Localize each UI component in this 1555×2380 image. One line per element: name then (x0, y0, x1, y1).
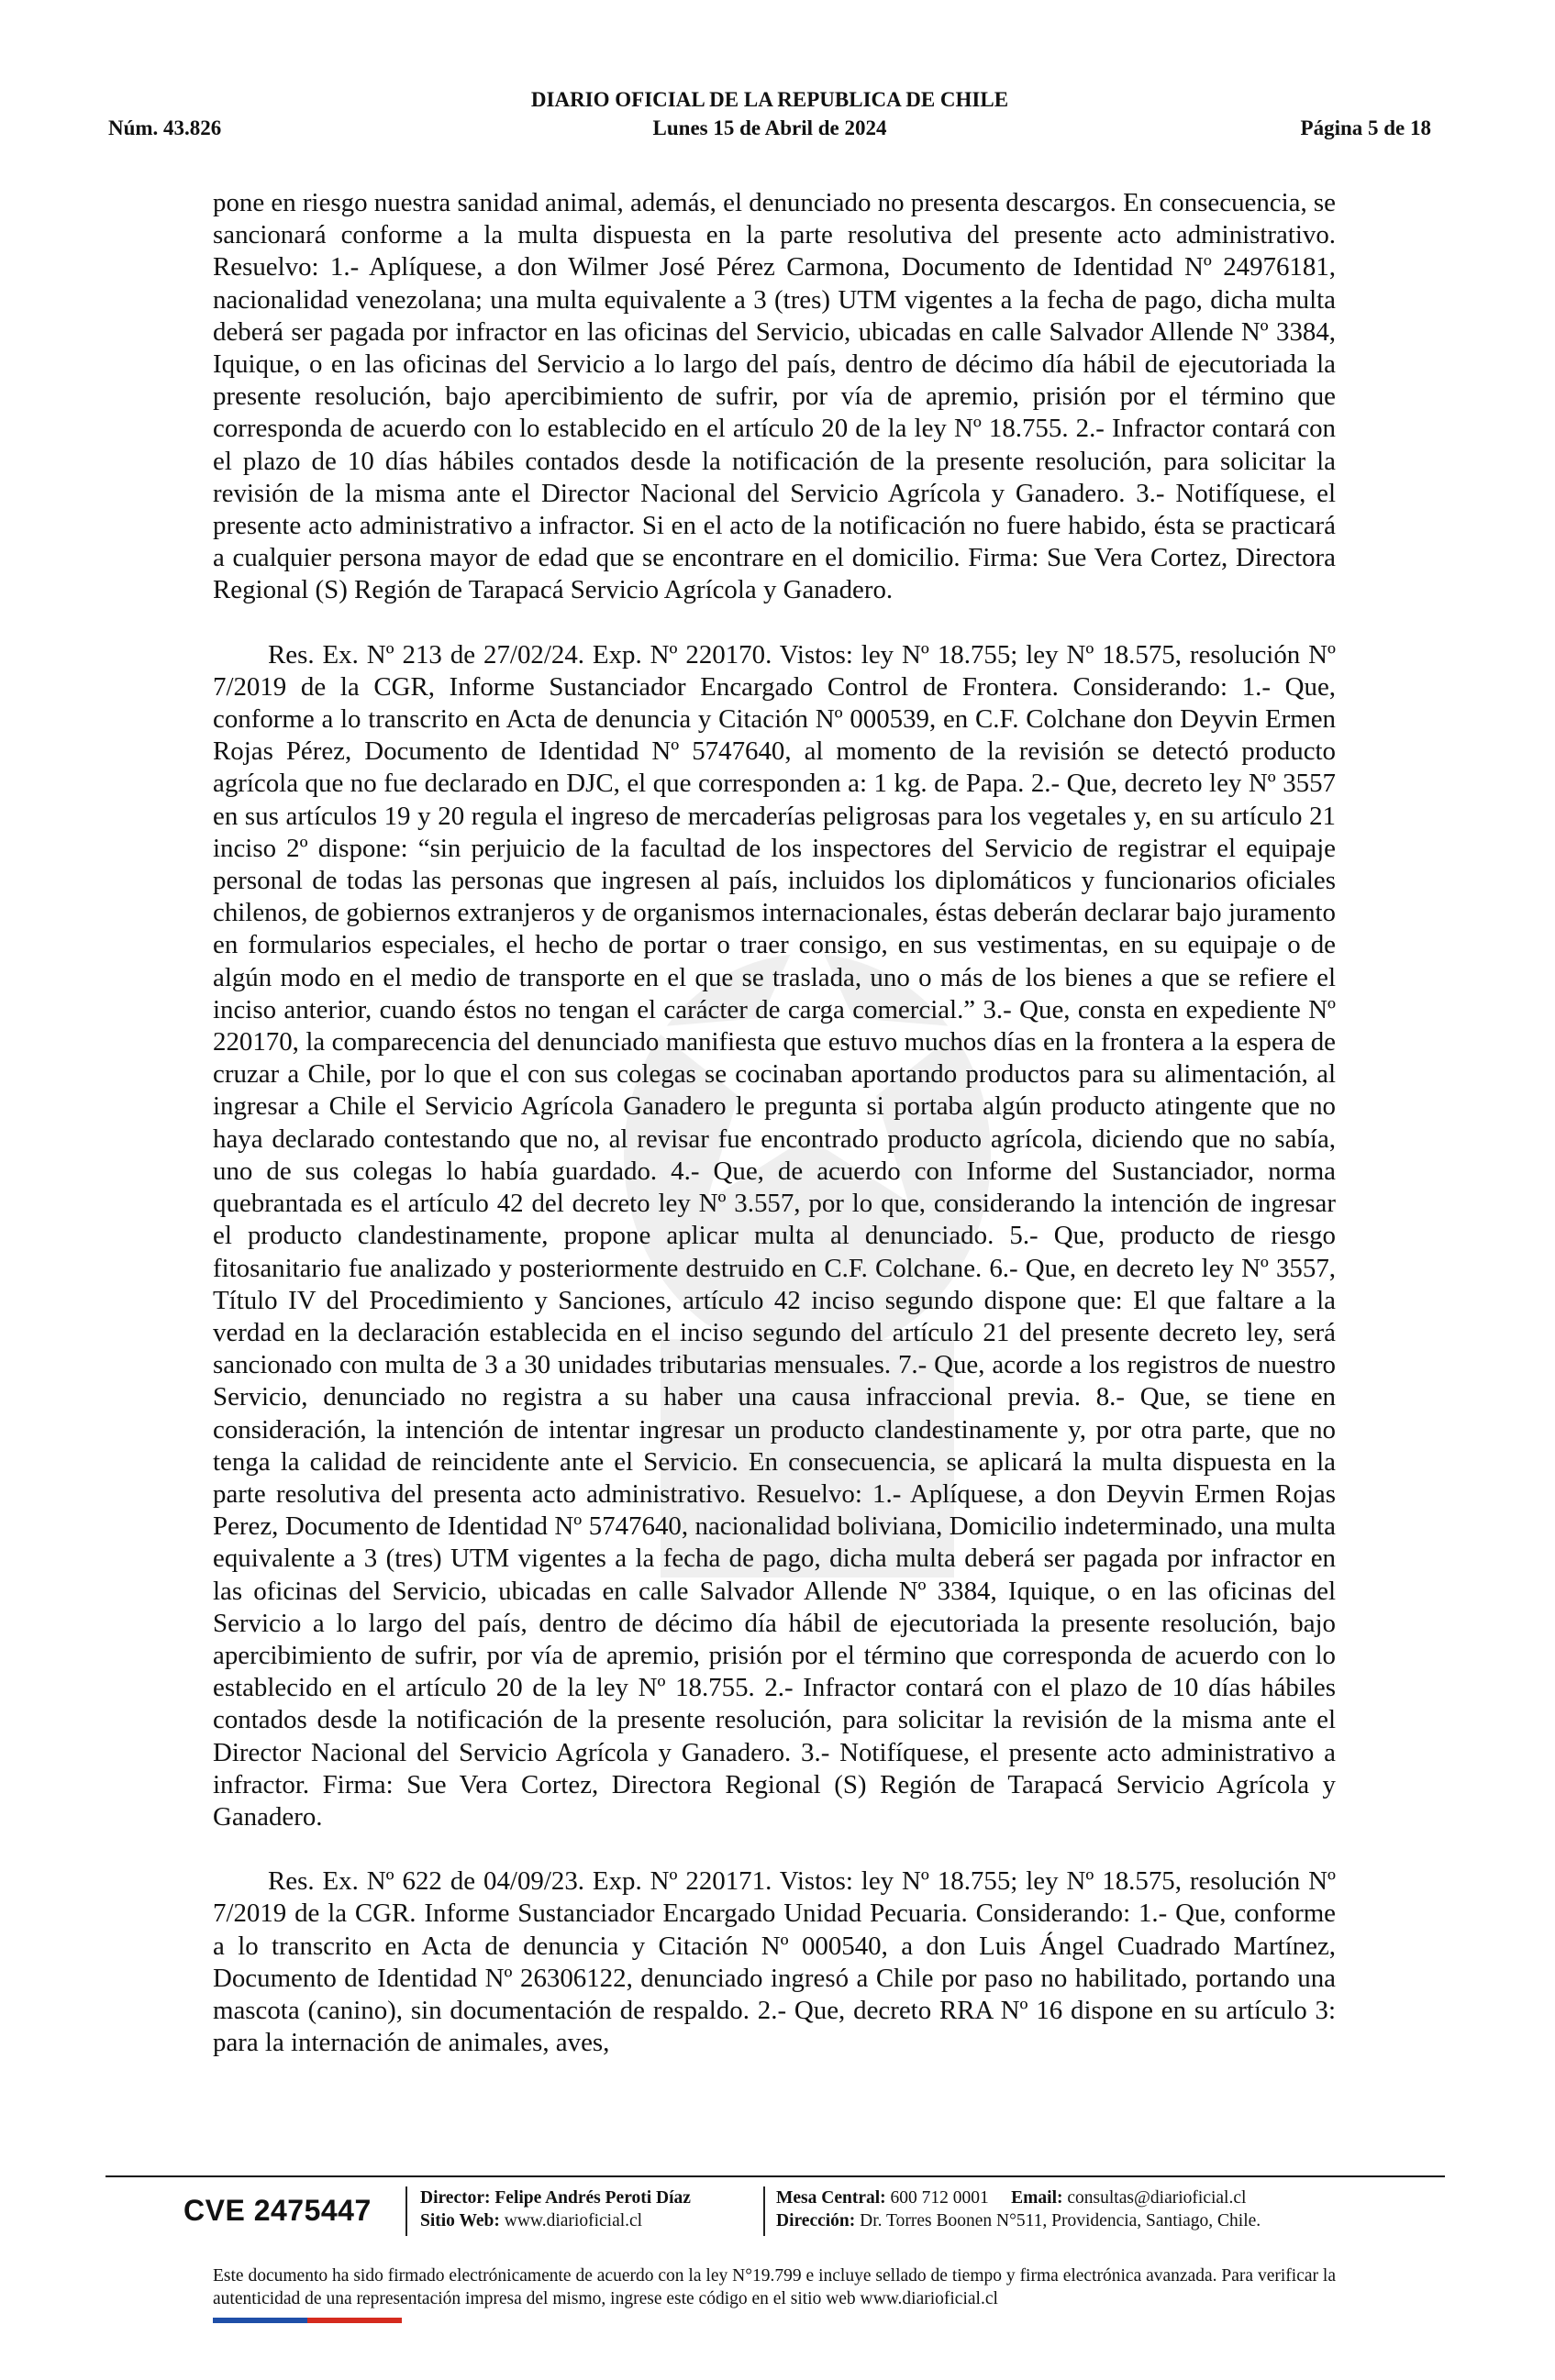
footer-director-block (420, 2186, 691, 2232)
phone-label: Mesa Central: (776, 2188, 886, 2208)
address-label: Dirección: (776, 2211, 856, 2231)
footer-contact-block (776, 2186, 1261, 2232)
document-body (213, 187, 1336, 2059)
phone-value: 600 712 0001 (890, 2188, 989, 2208)
address-value: Dr. Torres Boonen N°511, Providencia, Santiago, Chile. (860, 2211, 1261, 2231)
legal-notice: Este documento ha sido firmado electrónicamente de acuerdo con la ley N°19.799 e incluye sellado de tiempo y firma electrónica avanzada. Para verificar la autenticidad de una representación impresa del mismo, ingrese este código en el sitio web www.diarioficial.cl (213, 2266, 1336, 2308)
paragraph-res-213: Res. Ex. Nº 213 de 27/02/24. Exp. Nº 220170. Vistos: ley Nº 18.755; ley Nº 18.575, resolución Nº 7/2019 de la CGR, Informe Sustanciador Encargado Control de Frontera. Considerando: 1.- Que, conforme a lo transcrito en Acta de denuncia y Citación Nº 000539, en C.F. Colchane don Deyvin Ermen Rojas Pérez, Documento de Identidad Nº 5747640, al momento de la revisión se detectó producto agrícola que no fue declarado en DJC, el que corresponden a: 1 kg. de Papa. 2.- Que, decreto ley Nº 3557 en sus artículos 19 y 20 regula el ingreso de mercaderías peligrosas para los vegetales y, en su artículo 21 inciso 2º dispone: “sin perjuicio de la facultad de los inspectores del Servicio de registrar el equipaje personal de todas las personas que ingresen al país, incluidos los diplomáticos y funcionarios oficiales chilenos, de gobiernos extranjeros y de organismos internacionales, éstas deberán declarar bajo juramento en formularios especiales, el hecho de portar o traer consigo, en sus vestimentas, en su equipaje o de algún modo en el medio de transporte en el que se traslada, uno o más de los bienes a que se refiere el inciso anterior, cuando éstos no tengan el carácter de carga comercial.” 3.- Que, consta en expediente Nº 220170, la comparecencia del denunciado manifiesta que estuvo muchos días en la frontera a la espera de cruzar a Chile, por lo que el con sus colegas se cocinaban aportando productos para su alimentación, al ingresar a Chile el Servicio Agrícola Ganadero le pregunta si portaba algún producto atingente que no haya declarado contestando que no, al revisar fue encontrado producto agrícola, diciendo que no sabía, uno de sus colegas lo había guardado. 4.- Que, de acuerdo con Informe del Sustanciador, norma quebrantada es el artículo 42 del decreto ley Nº 3.557, por lo que, considerando la intención de ingresar el producto clandestinamente, propone aplicar multa al denunciado. 5.- Que, producto de riesgo fitosanitario fue analizado y posteriormente destruido en C.F. Colchane. 6.- Que, en decreto ley Nº 3557, Título IV del Procedimiento y Sanciones, artículo 42 inciso segundo dispone que: El que faltare a la verdad en la declaración establecida en el inciso segundo del artículo 21 del presente decreto ley, será sancionado con multa de 3 a 30 unidades tributarias mensuales. 7.- Que, acorde a los registros de nuestro Servicio, denunciado no registra a su haber una causa infraccional previa. 8.- Que, se tiene en consideración, la intención de intentar ingresar un producto clandestinamente y, por otra parte, que no tenga la calidad de reincidente ante el Servicio. En consecuencia, se aplicará la multa dispuesta en la parte resolutiva del presenta acto administrativo. Resuelvo: 1.- Aplíquese, a don Deyvin Ermen Rojas Perez, Documento de Identidad Nº 5747640, nacionalidad boliviana, Domicilio indeterminado, una multa equivalente a 3 (tres) UTM vigentes a la fecha de pago, dicha multa deberá ser pagada por infractor en las oficinas del Servicio, ubicadas en calle Salvador Allende Nº 3384, Iquique, o en las oficinas del Servicio a lo largo del país, dentro de décimo día hábil de ejecutoriada la presente resolución, bajo apercibimiento de sufrir, por vía de apremio, prisión por el término que corresponda de acuerdo con lo establecido en el artículo 20 de la ley Nº 18.755. 2.- Infractor contará con el plazo de 10 días hábiles contados desde la notificación de la presente resolución, para solicitar la revisión de la misma ante el Director Nacional del Servicio Agrícola y Ganadero. 3.- Notifíquese, el presente acto administrativo a infractor. Firma: Sue Vera Cortez, Directora Regional (S) Región de Tarapacá Servicio Agrícola y Ganadero. (213, 639, 1336, 1832)
web-label: Sitio Web: (420, 2211, 500, 2231)
email-label: Email: (1011, 2188, 1063, 2208)
footer-separator (763, 2186, 765, 2236)
footer-divider (106, 2175, 1445, 2177)
paragraph-continuation: pone en riesgo nuestra sanidad animal, además, el denunciado no presenta descargos. En consecuencia, se sancionará conforme a la multa dispuesta en la parte resolutiva del presente acto administrativo. Resuelvo: 1.- Aplíquese, a don Wilmer José Pérez Carmona, Documento de Identidad Nº 24976181, nacionalidad venezolana; una multa equivalente a 3 (tres) UTM vigentes a la fecha de pago, dicha multa deberá ser pagada por infractor en las oficinas del Servicio, ubicadas en calle Salvador Allende Nº 3384, Iquique, o en las oficinas del Servicio a lo largo del país, dentro de décimo día hábil de ejecutoriada la presente resolución, bajo apercibimiento de sufrir, por vía de apremio, prisión por el término que corresponda de acuerdo con lo establecido en el artículo 20 de la ley Nº 18.755. 2.- Infractor contará con el plazo de 10 días hábiles contados desde la notificación de la presente resolución, para solicitar la revisión de la misma ante el Director Nacional del Servicio Agrícola y Ganadero. 3.- Notifíquese, el presente acto administrativo a infractor. Si en el acto de la notificación no fuere habido, ésta se practicará a cualquier persona mayor de edad que se encontrare en el domicilio. Firma: Sue Vera Cortez, Directora Regional (S) Región de Tarapacá Servicio Agrícola y Ganadero. (213, 188, 1336, 605)
page-number: Página 5 de 18 (1300, 116, 1431, 139)
issue-date: Lunes 15 de Abril de 2024 (652, 116, 887, 139)
footer-separator (405, 2186, 407, 2236)
email-link[interactable]: consultas@diarioficial.cl (1067, 2188, 1247, 2208)
flag-blue-segment (213, 2318, 307, 2323)
director-name: Felipe Andrés Peroti Díaz (494, 2188, 691, 2208)
cve-code: CVE 2475447 (183, 2194, 372, 2227)
publication-title: DIARIO OFICIAL DE LA REPUBLICA DE CHILE (530, 88, 1009, 111)
issue-number: Núm. 43.826 (108, 116, 222, 139)
web-link[interactable]: www.diarioficial.cl (504, 2211, 643, 2231)
flag-stripe (213, 2318, 402, 2323)
flag-red-segment (307, 2318, 402, 2323)
paragraph-res-622: Res. Ex. Nº 622 de 04/09/23. Exp. Nº 220171. Vistos: ley Nº 18.755; ley Nº 18.575, resolución Nº 7/2019 de la CGR. Informe Sustanciador Encargado Unidad Pecuaria. Considerando: 1.- Que, conforme a lo transcrito en Acta de denuncia y Citación Nº 000540, a don Luis Ángel Cuadrado Martínez, Documento de Identidad Nº 26306122, denunciado ingresó a Chile por paso no habilitado, portando una mascota (canino), sin documentación de respaldo. 2.- Que, decreto RRA Nº 16 dispone en su artículo 3: para la internación de animales, aves, (213, 1866, 1336, 2058)
page-header (108, 88, 1431, 143)
director-label: Director: (420, 2188, 491, 2208)
